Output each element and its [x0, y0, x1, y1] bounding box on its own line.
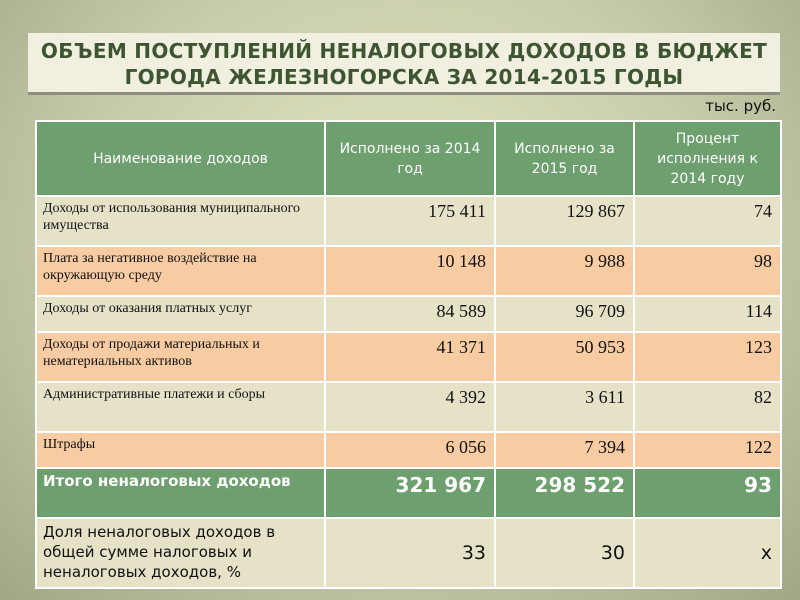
title-box — [28, 33, 780, 95]
share-row — [36, 518, 781, 588]
row-name: Доходы от оказания платных услуг — [36, 296, 325, 332]
table-row — [36, 332, 781, 382]
units-label: тыс. руб. — [705, 97, 776, 115]
table-row — [36, 196, 781, 246]
row-2015: 3 611 — [495, 382, 634, 432]
row-2014: 4 392 — [325, 382, 495, 432]
row-percent: 123 — [634, 332, 781, 382]
share-2015: 30 — [495, 518, 634, 588]
share-percent: х — [634, 518, 781, 588]
row-2015: 50 953 — [495, 332, 634, 382]
total-percent: 93 — [634, 468, 781, 518]
table-row — [36, 382, 781, 432]
share-2014: 33 — [325, 518, 495, 588]
row-2015: 9 988 — [495, 246, 634, 296]
table-row — [36, 296, 781, 332]
title-line-1: ОБЪЕМ ПОСТУПЛЕНИЙ НЕНАЛОГОВЫХ ДОХОДОВ В БЮДЖЕТ — [40, 39, 768, 63]
row-name: Плата за негативное воздействие на окружающую среду — [36, 246, 325, 296]
income-table — [35, 120, 782, 589]
row-name: Доходы от использования муниципального имущества — [36, 196, 325, 246]
table-row — [36, 432, 781, 468]
title-line-2: ГОРОДА ЖЕЛЕЗНОГОРСКА ЗА 2014-2015 ГОДЫ — [124, 65, 684, 89]
total-row — [36, 468, 781, 518]
total-name: Итого неналоговых доходов — [36, 468, 325, 518]
row-name: Штрафы — [36, 432, 325, 468]
row-2014: 6 056 — [325, 432, 495, 468]
row-2015: 129 867 — [495, 196, 634, 246]
share-name: Доля неналоговых доходов в общей сумме налоговых и неналоговых доходов, % — [36, 518, 325, 588]
header-name: Наименование доходов — [36, 121, 325, 196]
row-2015: 96 709 — [495, 296, 634, 332]
header-2014: Исполнено за 2014 год — [325, 121, 495, 196]
row-name: Доходы от продажи материальных и нематериальных активов — [36, 332, 325, 382]
row-2014: 41 371 — [325, 332, 495, 382]
row-2014: 10 148 — [325, 246, 495, 296]
table-header-row — [36, 121, 781, 196]
table-row — [36, 246, 781, 296]
row-percent: 98 — [634, 246, 781, 296]
row-percent: 74 — [634, 196, 781, 246]
row-name: Административные платежи и сборы — [36, 382, 325, 432]
row-2014: 175 411 — [325, 196, 495, 246]
row-percent: 114 — [634, 296, 781, 332]
total-2015: 298 522 — [495, 468, 634, 518]
row-percent: 82 — [634, 382, 781, 432]
header-percent: Процент исполнения к 2014 году — [634, 121, 781, 196]
row-2014: 84 589 — [325, 296, 495, 332]
page-title — [28, 33, 780, 90]
row-2015: 7 394 — [495, 432, 634, 468]
header-2015: Исполнено за 2015 год — [495, 121, 634, 196]
row-percent: 122 — [634, 432, 781, 468]
total-2014: 321 967 — [325, 468, 495, 518]
